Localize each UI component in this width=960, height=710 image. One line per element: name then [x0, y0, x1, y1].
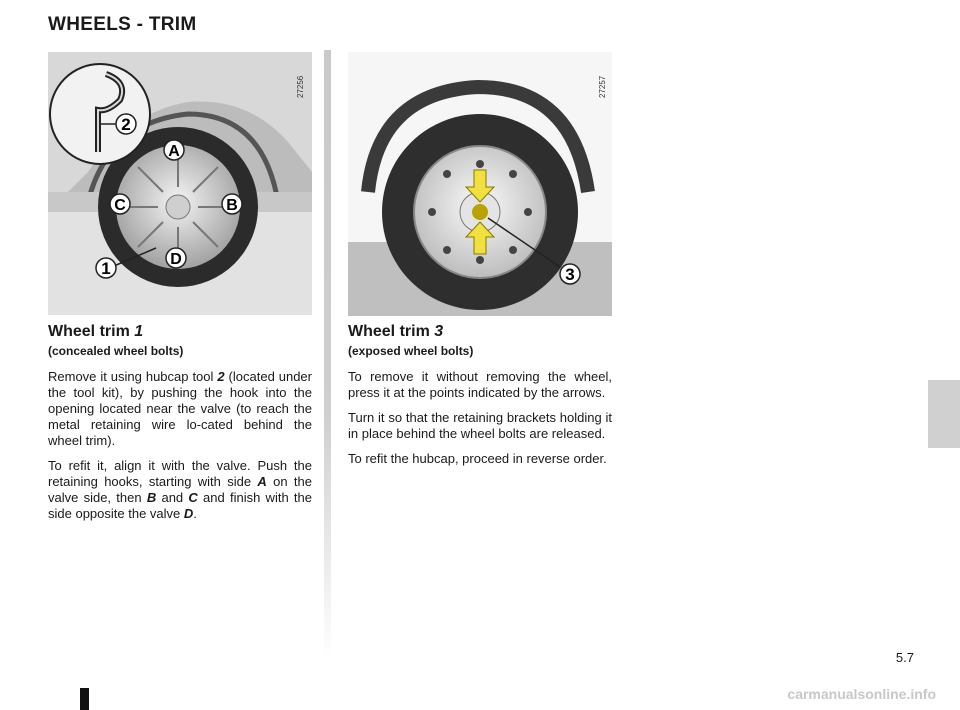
figure-reference: 27257 [598, 75, 607, 98]
page-number: 5.7 [895, 650, 914, 665]
watermark: carmanualsonline.info [787, 686, 936, 702]
paragraph-refit: To refit it, align it with the valve. Push the retaining hooks, starting with side A on the valve side, then B and C and finish with the side opposite the valve D. [48, 458, 313, 521]
page-title: WHEELS - TRIM [48, 14, 197, 35]
column-divider [324, 50, 331, 660]
svg-text:D: D [170, 251, 182, 268]
corner-mark [80, 688, 89, 710]
section-title: Wheel trim 1 [48, 323, 144, 340]
figure-reference: 27256 [296, 75, 305, 98]
section-subtitle: (exposed wheel bolts) [348, 344, 474, 358]
callout-a [164, 140, 184, 160]
callout-d [166, 248, 186, 268]
section-wheel-trim-1 [48, 322, 312, 531]
paragraph-refit: To refit the hubcap, proceed in reverse order. [348, 451, 607, 466]
chapter-tab [928, 380, 960, 448]
svg-text:C: C [114, 197, 126, 214]
svg-text:A: A [168, 143, 180, 160]
figure-wheel-trim-concealed [48, 52, 312, 315]
svg-text:B: B [226, 197, 238, 214]
svg-text:2: 2 [121, 115, 131, 134]
callout-c [110, 194, 130, 214]
section-subtitle: (concealed wheel bolts) [48, 344, 184, 358]
callout-b [222, 194, 242, 214]
section-wheel-trim-3 [348, 322, 612, 476]
paragraph-remove: To remove it without removing the wheel, press it at the points indicated by the arrows. [348, 369, 612, 400]
figure-wheel-trim-exposed [348, 52, 612, 316]
exposed-wheel-illustration [348, 52, 612, 316]
wheel-trim-illustration [48, 52, 312, 315]
paragraph-remove: Remove it using hubcap tool 2 (located under the tool kit), by pushing the hook into the opening located near the valve (to reach the metal retaining wire lo-cated behind the wheel trim). [48, 369, 312, 448]
svg-text:3: 3 [565, 265, 575, 284]
svg-text:1: 1 [101, 259, 111, 278]
paragraph-turn: Turn it so that the retaining brackets holding it in place behind the wheel bolts are released. [348, 410, 612, 441]
section-title: Wheel trim 3 [348, 323, 444, 340]
